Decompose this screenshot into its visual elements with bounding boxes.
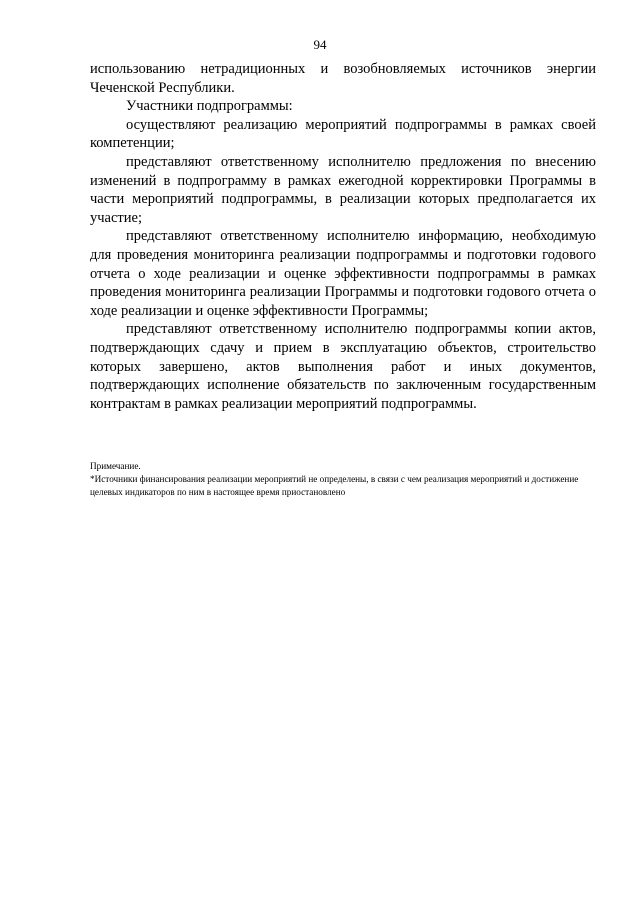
footnote-heading: Примечание.: [90, 461, 141, 471]
paragraph-continuation: использованию нетрадиционных и возобновляемых источников энергии Чеченской Республики.: [90, 61, 596, 96]
footnote-block: [90, 460, 596, 499]
page-number: 94: [313, 37, 327, 52]
paragraph-participants-heading: Участники подпрограммы:: [126, 98, 293, 115]
paragraph-acts: представляют ответственному исполнителю подпрограммы копии актов, подтверждающих сдачу и прием в эксплуатацию объектов, строительство которых завершено, актов выполнения работ и иных документов, подтверждающих исполнение обязательств по заключенным государственным контрактам в рамках реализации мероприятий подпрограммы.: [90, 321, 596, 412]
paragraph-implement: осуществляют реализацию мероприятий подпрограммы в рамках своей компетенции;: [90, 116, 596, 152]
footnote-text: *Источники финансирования реализации мероприятий не определены, в связи с чем реализация мероприятий и достижение целевых индикаторов по ним в настоящее время приостановлено: [90, 474, 579, 497]
document-body: [90, 60, 596, 413]
paragraph-information: представляют ответственному исполнителю информацию, необходимую для проведения мониторинга реализации подпрограммы и подготовки годового отчета о ходе реализации и оценке эффективности подпрограммы в рамках проведения мониторинга реализации Программы и подготовки годового отчета о ходе реализации и оценке эффективности Программы;: [90, 228, 596, 319]
paragraph-proposals: представляют ответственному исполнителю предложения по внесению изменений в подпрограмму в рамках ежегодной корректировки Программы в части мероприятий подпрограммы, в реализации которых предполагается их участие;: [90, 153, 596, 226]
